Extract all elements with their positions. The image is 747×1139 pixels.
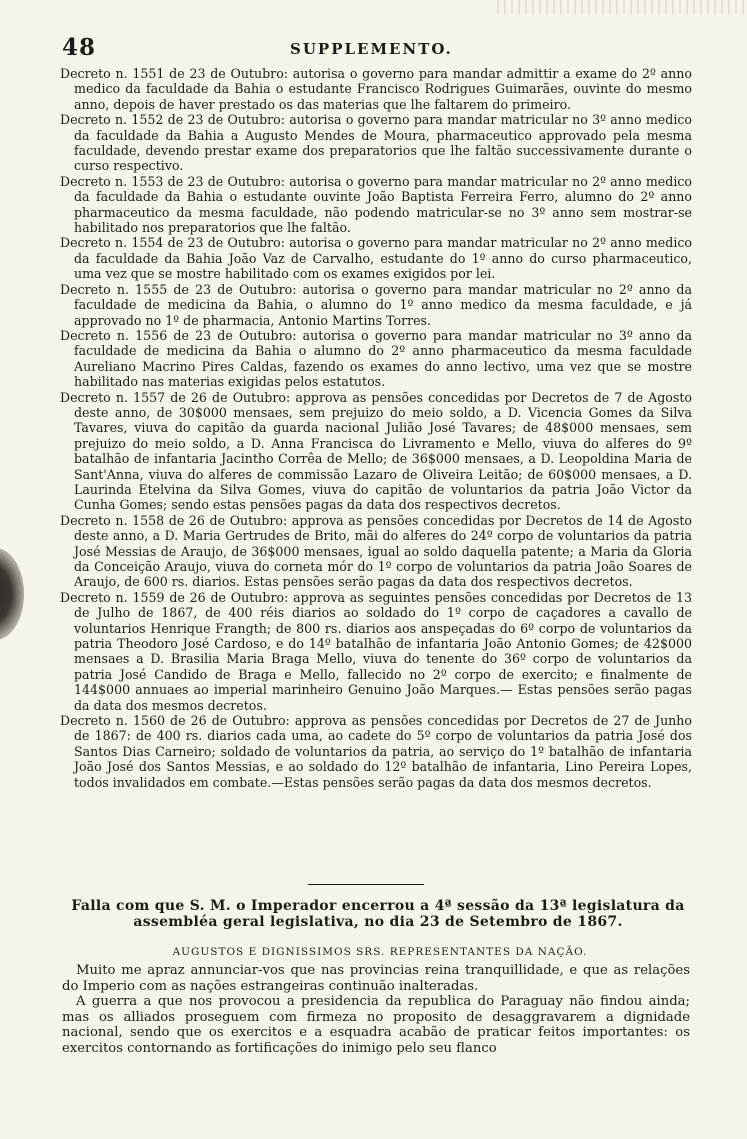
decree-1559: Decreto n. 1559 de 26 de Outubro: approva as seguintes pensões concedidas por Decretos de 13 de Julho de 1867, de 400 réis diarios ao soldado do 1º corpo de caçadores a cavallo de voluntarios Henrique Frangth; de 800 rs. diarios aos anspeçadas do 6º corpo de voluntarios da patria Theodoro José Cardoso, e do 14º batalhão de infantaria João Antonio Gomes; de 42$000 mensaes a D. Brasilia Maria Braga Mello, viuva do tenente do 36º corpo de voluntarios da patria José Candido de Braga e Mello, fallecido no 2º corpo de exercito; e finalmente de 144$000 annuaes ao imperial marinheiro Genuino João Marques.— Estas pensões serão pagas da data dos mesmos decretos. — [60, 589, 692, 713]
page-number: 48 — [62, 34, 97, 61]
decree-list — [60, 66, 692, 790]
decree-1553: Decreto n. 1553 de 23 de Outubro: autorisa o governo para mandar matricular no 2º anno medico da faculdade da Bahia o estudante ouvinte João Baptista Ferreira Ferro, alumno do 2º anno pharmaceutico da mesma faculdade, não podendo matricular-se no 3º anno sem mostrar-se habilitado nos preparatorios que lhe faltão. — [60, 173, 692, 236]
decree-1555: Decreto n. 1555 de 23 de Outubro: autorisa o governo para mandar matricular no 2º anno da faculdade de medicina da Bahia, o alumno do 1º anno medico da mesma faculdade, e já approvado no 1º de pharmacia, Antonio Martins Torres. — [60, 281, 692, 328]
speech-title: Falla com que S. M. o Imperador encerrou a 4ª sessão da 13ª legislatura da assembléa geral legislativa, no dia 23 de Setembro de 1867. — [71, 898, 685, 930]
speech-body — [62, 963, 690, 1057]
decree-1554: Decreto n. 1554 de 23 de Outubro: autorisa o governo para mandar matricular no 2º anno medico da faculdade da Bahia João Vaz de Carvalho, estudante do 1º anno do curso pharmaceutico, uma vez que se mostre habilitado com os exames exigidos por lei. — [60, 235, 692, 282]
decree-1558: Decreto n. 1558 de 26 de Outubro: approva as pensões concedidas por Decretos de 14 de Agosto deste anno, a D. Maria Gertrudes de Brito, mãi do alferes do 24º corpo de voluntarios da patria José Messias de Araujo, de 36$000 mensaes, igual ao soldo daquella patente; a Maria da Gloria da Conceição Araujo, viuva do corneta mór do 1º corpo de voluntarios da patria João Soares de Araujo, de 600 rs. diarios. Estas pensões serão pagas da data dos respectivos decretos. — [60, 512, 692, 590]
decree-1552: Decreto n. 1552 de 23 de Outubro: autorisa o governo para mandar matricular no 3º anno medico da faculdade da Bahia a Augusto Mendes de Moura, pharmaceutico approvado pela mesma faculdade, devendo prestar exame dos preparatorios que lhe faltão successivamente durante o curso respectivo. — [60, 112, 692, 174]
speech-salutation: AUGUSTOS E DIGNISSIMOS SRS. REPRESENTANTES DA NAÇÃO. — [172, 946, 588, 958]
running-title: SUPPLEMENTO. — [290, 40, 453, 58]
decree-1560: Decreto n. 1560 de 26 de Outubro: approva as pensões concedidas por Decretos de 27 de Junho de 1867: de 400 rs. diarios cada uma, ao cadete do 5º corpo de voluntarios da patria José dos Santos Dias Carneiro; soldado de voluntarios da patria, ao serviço do 1º batalhão de infantaria João José dos Santos Messias, e ao soldado do 12º batalhão de infantaria, Lino Pereira Lopes, todos invalidados em combate.—Estas pensões serão pagas da data dos mesmos decretos. — [60, 713, 692, 790]
ink-blot — [0, 548, 24, 640]
page-header — [62, 34, 690, 64]
section-divider — [308, 884, 424, 885]
speech-paragraph-2: A guerra a que nos provocou a presidencia da republica do Paraguay não findou ainda; mas os alliados proseguem com firmeza no proposito de desaggravarem a dignidade nacional, sendo que os exercitos e a esquadra acabão de praticar feitos importantes: os exercitos contornando as fortificações do inimigo pelo seu flanco — [62, 994, 690, 1056]
speech-paragraph-1: Muito me apraz annunciar-vos que nas provincias reina tranquillidade, e que as relações do Imperio com as nações estrangeiras continuão inalteradas. — [62, 963, 690, 994]
decree-1557: Decreto n. 1557 de 26 de Outubro: approva as pensões concedidas por Decretos de 7 de Agosto deste anno, de 30$000 mensaes, sem prejuizo do meio soldo, a D. Vicencia Gomes da Silva Tavares, viuva do capitão da guarda nacional Julião José Tavares; de 48$000 mensaes, sem prejuizo do meio soldo, a D. Anna Francisca do Livramento e Mello, viuva do alferes do 9º batalhão de infantaria Jacintho Corrêa de Mello; de 36$000 mensaes, a D. Leopoldina Maria de Sant'Anna, viuva do alferes de commissão Lazaro de Oliveira Leitão; de 60$000 mensaes, a D. Laurinda Etelvina da Silva Gomes, viuva do capitão de voluntarios da patria João Victor da Cunha Gomes; sendo estas pensões pagas da data dos respectivos decretos. — [60, 389, 692, 513]
bleed-through — [497, 0, 747, 14]
decree-1551: Decreto n. 1551 de 23 de Outubro: autorisa o governo para mandar admittir a exame do 2º anno medico da faculdade da Bahia o estudante Francisco Rodrigues Guimarães, ouvinte do mesmo anno, depois de haver prestado os das materias que lhe faltarem do primeiro. — [60, 66, 692, 112]
decree-1556: Decreto n. 1556 de 23 de Outubro: autorisa o governo para mandar matricular no 3º anno da faculdade de medicina da Bahia o alumno do 2º anno pharmaceutico da mesma faculdade Aureliano Macrino Pires Caldas, fazendo os exames do anno lectivo, uma vez que se mostre habilitado nas materias exigidas pelos estatutos. — [60, 327, 692, 390]
